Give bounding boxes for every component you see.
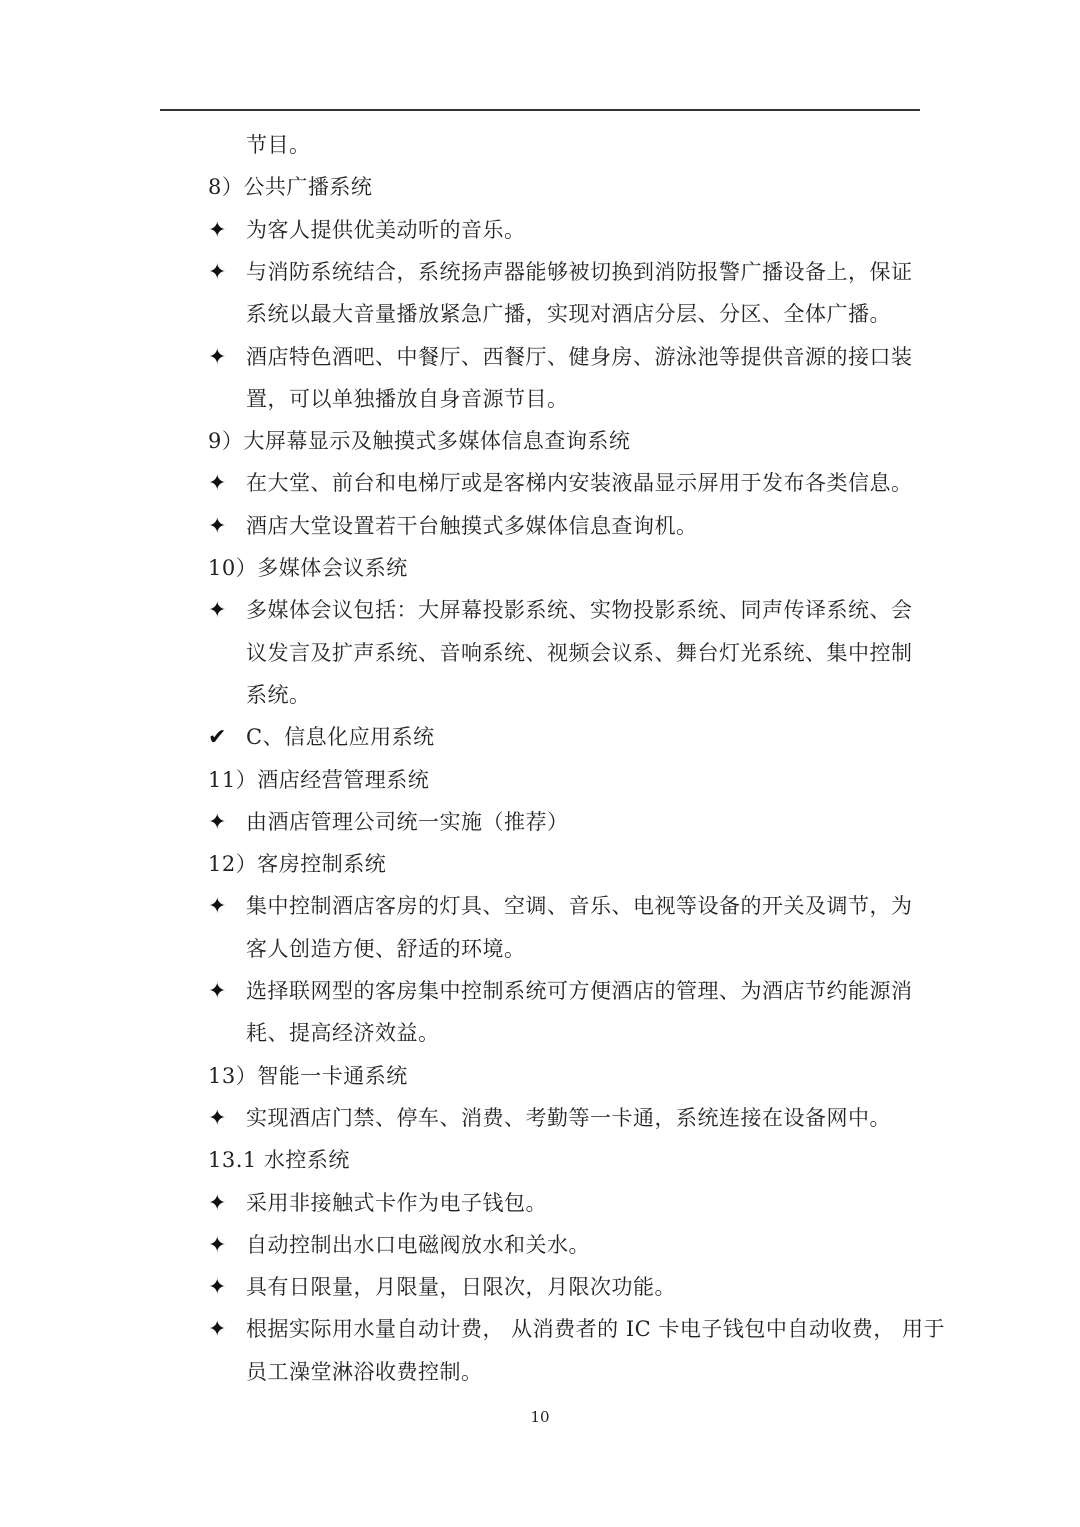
line-text: 13）智能一卡通系统	[208, 1063, 408, 1088]
checkmark-icon: ✔	[208, 725, 227, 751]
line-text: 节目。	[246, 133, 311, 157]
bullet-item	[208, 462, 913, 504]
bullet-item	[208, 589, 913, 631]
bullet-item	[208, 336, 913, 378]
continuation-line	[246, 632, 913, 674]
four-point-star-icon: ✦	[208, 1275, 227, 1301]
line-text: 与消防系统结合，系统扬声器能够被切换到消防报警广播设备上，保证	[246, 259, 913, 284]
continuation-line	[246, 1351, 483, 1393]
bullet-item	[208, 970, 913, 1012]
four-point-star-icon: ✦	[208, 513, 227, 539]
section-heading	[208, 1055, 408, 1097]
page-number: 10	[530, 1408, 550, 1426]
line-text: 由酒店管理公司统一实施（推荐）	[246, 809, 569, 834]
bullet-item	[208, 1224, 590, 1266]
line-text: 为客人提供优美动听的音乐。	[246, 217, 526, 242]
four-point-star-icon: ✦	[208, 1232, 227, 1258]
line-text: 多媒体会议包括：大屏幕投影系统、实物投影系统、同声传译系统、会	[246, 598, 913, 623]
bullet-item	[208, 505, 698, 547]
line-text: 系统。	[246, 682, 311, 707]
line-text: 在大堂、前台和电梯厅或是客梯内安装液晶显示屏用于发布各类信息。	[246, 471, 913, 496]
line-text: 系统以最大音量播放紧急广播，实现对酒店分层、分区、全体广播。	[246, 302, 891, 327]
section-heading	[208, 759, 429, 801]
bullet-item	[208, 251, 913, 293]
line-text: 11）酒店经营管理系统	[208, 767, 430, 792]
four-point-star-icon: ✦	[208, 598, 227, 624]
section-heading	[208, 420, 630, 462]
continuation-line	[246, 1012, 440, 1054]
four-point-star-icon: ✦	[208, 809, 227, 835]
line-text: 议发言及扩声系统、音响系统、视频会议系、舞台灯光系统、集中控制	[246, 640, 913, 665]
continuation-line	[246, 674, 311, 716]
line-text: 置，可以单独播放自身音源节目。	[246, 386, 569, 411]
header-rule	[160, 109, 920, 111]
continuation-line	[246, 293, 891, 335]
line-text: 采用非接触式卡作为电子钱包。	[246, 1190, 547, 1215]
section-heading	[208, 843, 386, 885]
four-point-star-icon: ✦	[208, 1317, 227, 1343]
section-heading	[208, 547, 408, 589]
bullet-item	[208, 1182, 547, 1224]
bullet-item	[208, 801, 569, 843]
four-point-star-icon: ✦	[208, 259, 227, 285]
line-text: 酒店大堂设置若干台触摸式多媒体信息查询机。	[246, 513, 698, 538]
line-text: 客人创造方便、舒适的环境。	[246, 936, 526, 961]
bullet-item	[208, 885, 913, 927]
four-point-star-icon: ✦	[208, 1105, 227, 1131]
bullet-item	[208, 1308, 945, 1350]
continuation-line	[246, 378, 569, 420]
four-point-star-icon: ✦	[208, 344, 227, 370]
continuation-line	[246, 124, 311, 166]
bullet-item	[208, 1266, 676, 1308]
line-text: 集中控制酒店客房的灯具、空调、音乐、电视等设备的开关及调节，为	[246, 894, 913, 919]
line-text: 9）大屏幕显示及触摸式多媒体信息查询系统	[208, 429, 631, 454]
line-text: C、信息化应用系统	[246, 725, 435, 750]
line-text: 选择联网型的客房集中控制系统可方便酒店的管理、为酒店节约能源消	[246, 979, 913, 1003]
checked-item	[208, 716, 435, 758]
continuation-line	[246, 928, 526, 970]
line-text: 根据实际用水量自动计费， 从消费者的 IC 卡电子钱包中自动收费， 用于	[246, 1317, 946, 1342]
line-text: 耗、提高经济效益。	[246, 1021, 440, 1046]
bullet-item	[208, 209, 526, 251]
line-text: 10）多媒体会议系统	[208, 556, 408, 580]
line-text: 13.1 水控系统	[208, 1148, 350, 1173]
line-text: 自动控制出水口电磁阀放水和关水。	[246, 1232, 590, 1257]
four-point-star-icon: ✦	[208, 217, 227, 243]
four-point-star-icon: ✦	[208, 979, 227, 1004]
line-text: 员工澡堂淋浴收费控制。	[246, 1359, 483, 1384]
line-text: 具有日限量，月限量，日限次，月限次功能。	[246, 1275, 676, 1300]
line-text: 12）客房控制系统	[208, 852, 387, 877]
section-heading	[208, 1139, 350, 1181]
four-point-star-icon: ✦	[208, 471, 227, 497]
four-point-star-icon: ✦	[208, 894, 227, 920]
bullet-item	[208, 1097, 891, 1139]
four-point-star-icon: ✦	[208, 1190, 227, 1216]
section-heading	[208, 166, 372, 208]
line-text: 酒店特色酒吧、中餐厅、西餐厅、健身房、游泳池等提供音源的接口装	[246, 344, 913, 369]
line-text: 8）公共广播系统	[208, 175, 373, 200]
line-text: 实现酒店门禁、停车、消费、考勤等一卡通，系统连接在设备网中。	[246, 1105, 891, 1130]
